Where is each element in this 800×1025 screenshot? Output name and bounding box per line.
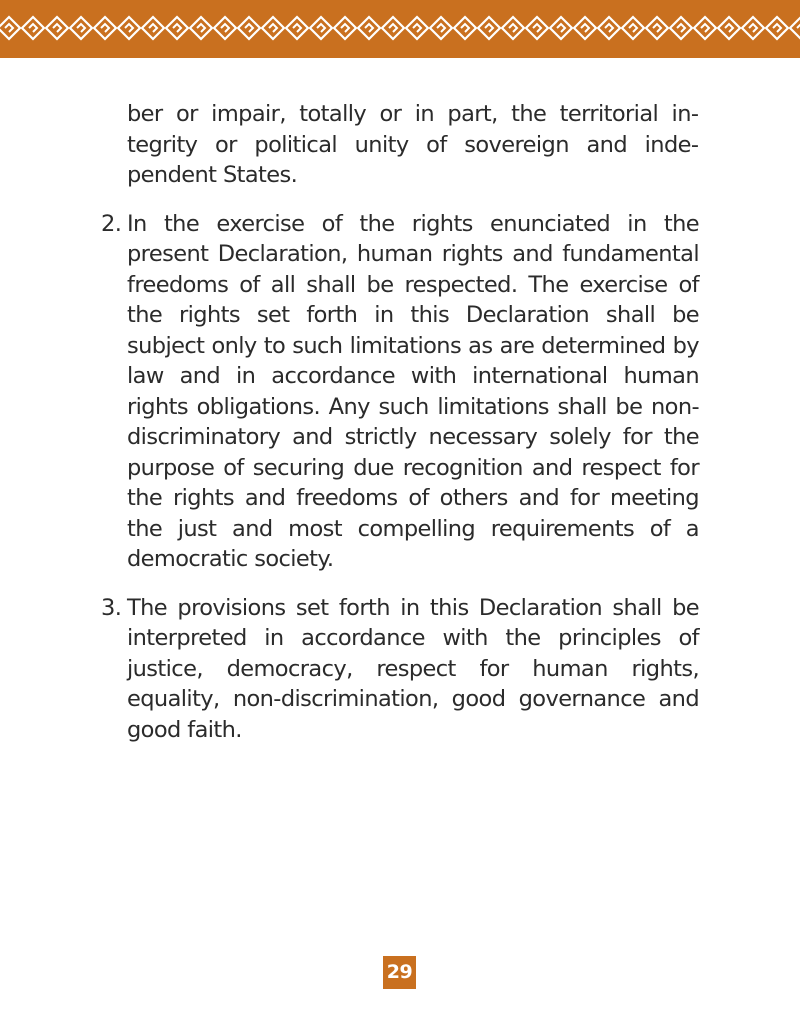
pattern-motif	[118, 17, 140, 39]
pattern-motif	[790, 17, 800, 39]
pattern-motif	[574, 17, 596, 39]
continuation-paragraph: ber or impair, totally or in part, the territorial integrity or political unity of sovereign and independent States.	[127, 101, 699, 188]
page-body	[0, 99, 800, 745]
pattern-motif	[526, 17, 548, 39]
list-number: 3.	[101, 594, 122, 621]
pattern-motif	[670, 17, 692, 39]
pattern-motif	[166, 17, 188, 39]
pattern-motif	[694, 17, 716, 39]
pattern-motif	[94, 17, 116, 39]
pattern-motif	[358, 17, 380, 39]
pattern-motif	[742, 17, 764, 39]
pattern-motif	[334, 17, 356, 39]
pattern-motif	[286, 17, 308, 39]
pattern-motif	[622, 17, 644, 39]
pattern-motif	[382, 17, 404, 39]
pattern-motif	[262, 17, 284, 39]
pattern-motif	[0, 17, 20, 39]
pattern-motif	[646, 17, 668, 39]
pattern-motif	[454, 17, 476, 39]
list-number: 2.	[101, 210, 122, 237]
pattern-motif	[190, 17, 212, 39]
pattern-motif	[502, 17, 524, 39]
pattern-motif	[310, 17, 332, 39]
list-item-2	[0, 209, 800, 575]
pattern-motif	[766, 17, 788, 39]
pattern-motif	[478, 17, 500, 39]
decorative-header-band	[0, 0, 800, 58]
pattern-motif	[46, 17, 68, 39]
pattern-motif	[550, 17, 572, 39]
pattern-motif	[214, 17, 236, 39]
pattern-motif	[718, 17, 740, 39]
pattern-motif	[142, 17, 164, 39]
pattern-motif	[598, 17, 620, 39]
list-item-text: The provisions set forth in this Declaration shall be interpreted in accordance with the principles of justice, democracy, respect for human rights, equality, non-discrimination, good governance and good faith.	[127, 594, 699, 743]
greek-key-pattern-icon	[0, 13, 800, 43]
pattern-motif	[238, 17, 260, 39]
page-number: 29	[383, 956, 416, 989]
list-item-3	[0, 593, 800, 746]
list-item-text: In the exercise of the rights enunciated in the present Declaration, human rights and fundamental freedoms of all shall be respected. The exercise of the rights set forth in this Declaration shall be subject only to such limitations as are determined by law and in accordance with international human rights obligations. Any such limitations shall be non-discriminatory and strictly necessary solely for the purpose of securing due recognition and respect for the rights and freedoms of others and for meeting the just and most compelling requirements of a democratic society.	[127, 210, 699, 572]
pattern-motif	[22, 17, 44, 39]
pattern-motif	[430, 17, 452, 39]
pattern-motif	[70, 17, 92, 39]
pattern-motif	[406, 17, 428, 39]
